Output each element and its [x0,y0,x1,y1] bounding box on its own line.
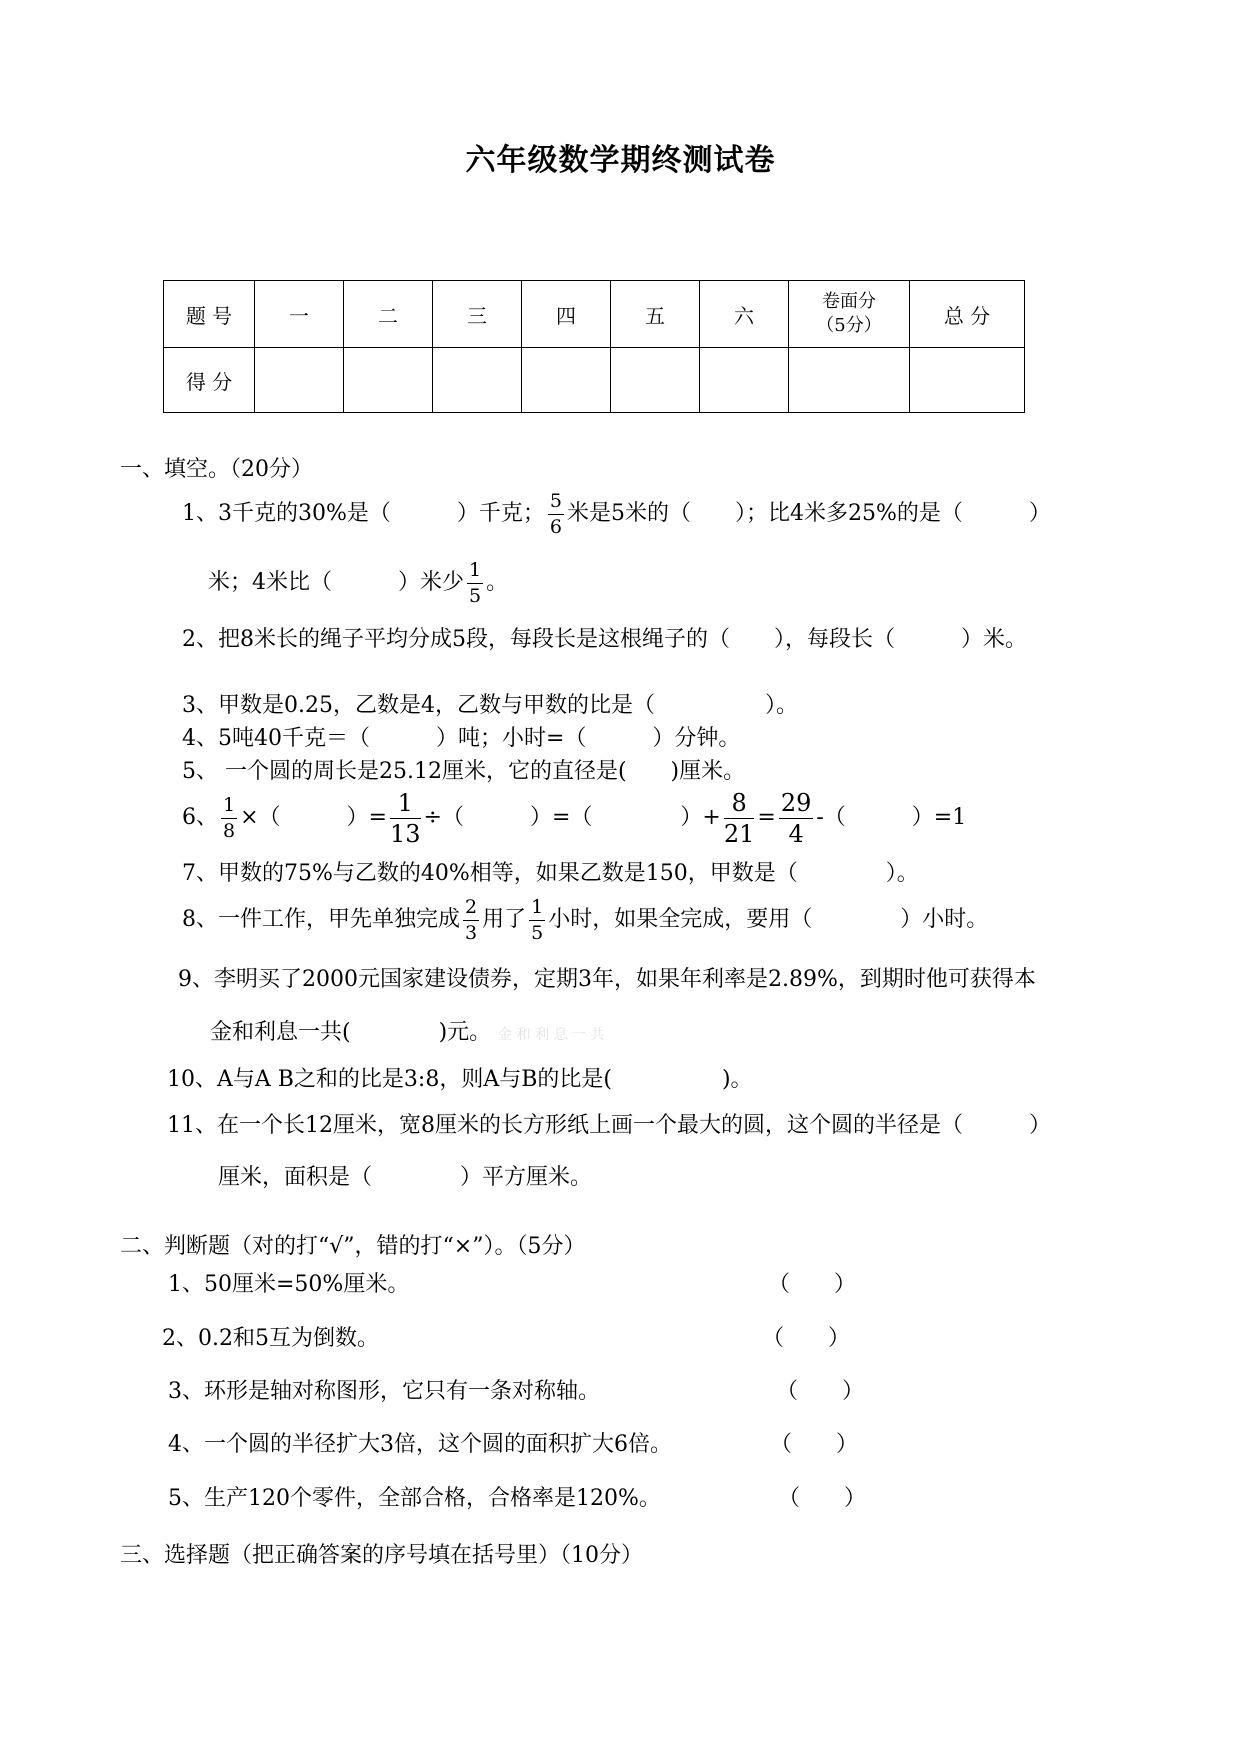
score-header-cell: 五 [611,281,700,348]
score-header-cell: 六 [700,281,789,348]
q1-text-a: 1、3千克的30%是（ ）千克； [182,501,545,526]
q11-line2: 厘米，面积是（ ）平方厘米。 [218,1165,593,1190]
judge-item-text: 5、生产120个零件，全部合格，合格率是120%。 [168,1486,661,1511]
fraction: $\frac{1}{13}$ [389,788,421,848]
fraction: $\frac{8}{21}$ [723,788,755,848]
q9-faint-text: 金 和 利 息 一 共 [498,1027,605,1043]
score-header-cell: 三 [433,281,522,348]
q9-line2: 金和利息一共( )元。 金 和 利 息 一 共 [210,1020,605,1045]
score-input-cell[interactable] [344,348,433,413]
judge-item-text: 4、一个圆的半径扩大3倍，这个圆的面积扩大6倍。 [168,1432,672,1457]
q7: 7、甲数的75%与乙数的40%相等，如果乙数是150，甲数是（ ）。 [182,861,919,886]
score-header-paper: 卷面分 [822,291,876,312]
score-input-cell[interactable] [255,348,344,413]
fraction: $\frac{1}{8}$ [223,793,236,842]
score-header-cell: 一 [255,281,344,348]
fraction: $\frac{2}{3}$ [465,895,478,944]
score-header-paper-points: （5分） [816,315,882,336]
q10: 10、A与A B之和的比是3:8，则A与B的比是( )。 [167,1067,753,1092]
judge-answer-blank[interactable]: （ ） [778,1486,867,1511]
score-header-cell: 二 [344,281,433,348]
judge-item-text: 2、0.2和5互为倒数。 [162,1326,379,1351]
score-input-cell[interactable] [700,348,789,413]
q8: 8、一件工作，甲先单独完成 $\frac{2}{3}$ 用了 $\frac{1}{5}$ 小时，如果全完成，要用（ ）小时。 [182,895,989,944]
q1-line1 [182,488,1051,540]
score-header-cell: 四 [522,281,611,348]
judge-item-text: 3、环形是轴对称图形，它只有一条对称轴。 [168,1379,600,1404]
score-header-cell [789,281,910,348]
q1-line2: 米；4米比（ ）米少 $\frac{1}{5}$ 。 [208,558,509,607]
score-header-cell: 题 号 [164,281,255,348]
score-header-cell: 总 分 [910,281,1025,348]
judge-answer-blank[interactable]: （ ） [776,1379,865,1404]
section3-heading: 三、选择题（把正确答案的序号填在括号里）（10分） [120,1543,643,1568]
score-input-cell[interactable] [910,348,1025,413]
judge-answer-blank[interactable]: （ ） [762,1326,851,1351]
fraction: $\frac{1}{5}$ [531,895,544,944]
fraction: $\frac{29}{4}$ [780,788,812,848]
section1-heading: 一、填空。（20分） [120,457,313,482]
score-input-cell[interactable] [611,348,700,413]
judge-item-text: 1、50厘米=50%厘米。 [168,1272,410,1297]
page-title: 六年级数学期终测试卷 [465,143,776,178]
fraction: $\frac{5}{6}$ [549,489,562,538]
q5: 5、 一个圆的周长是25.12厘米，它的直径是( )厘米。 [182,759,746,784]
judge-answer-blank[interactable]: （ ） [768,1272,857,1297]
q2: 2、把8米长的绳子平均分成5段，每段长是这根绳子的（ ），每段长（ ）米。 [182,627,1027,652]
q1-text-b: 米是5米的（ ）；比4米多25%的是（ ） [567,501,1051,526]
score-table [163,280,1025,413]
fraction: $\frac{1}{5}$ [469,558,482,607]
q3: 3、甲数是0.25，乙数是4，乙数与甲数的比是（ ）。 [182,693,798,718]
q6: 6、 $\frac{1}{8}$ ×（ ）= $\frac{1}{13}$ ÷（ ）=（ ）+ $\frac{8}{21}$ = $\frac{29}{4}$ -（ ）=1 [182,788,967,848]
score-input-cell[interactable] [522,348,611,413]
q4: 4、5吨40千克＝（ ）吨；小时=（ ）分钟。 [182,726,741,751]
score-row-label: 得 分 [164,348,255,413]
q9-line1: 9、李明买了2000元国家建设债券，定期3年，如果年利率是2.89%，到期时他可获得本 [178,967,1036,992]
q11-line1: 11、在一个长12厘米，宽8厘米的长方形纸上画一个最大的圆，这个圆的半径是（ ） [167,1113,1051,1138]
score-input-cell[interactable] [433,348,522,413]
judge-answer-blank[interactable]: （ ） [770,1432,859,1457]
section2-heading: 二、判断题（对的打“√”，错的打“×”）。（5分） [120,1234,586,1259]
q1-text-c: 米；4米比（ ）米少 [208,570,464,595]
score-input-cell[interactable] [789,348,910,413]
